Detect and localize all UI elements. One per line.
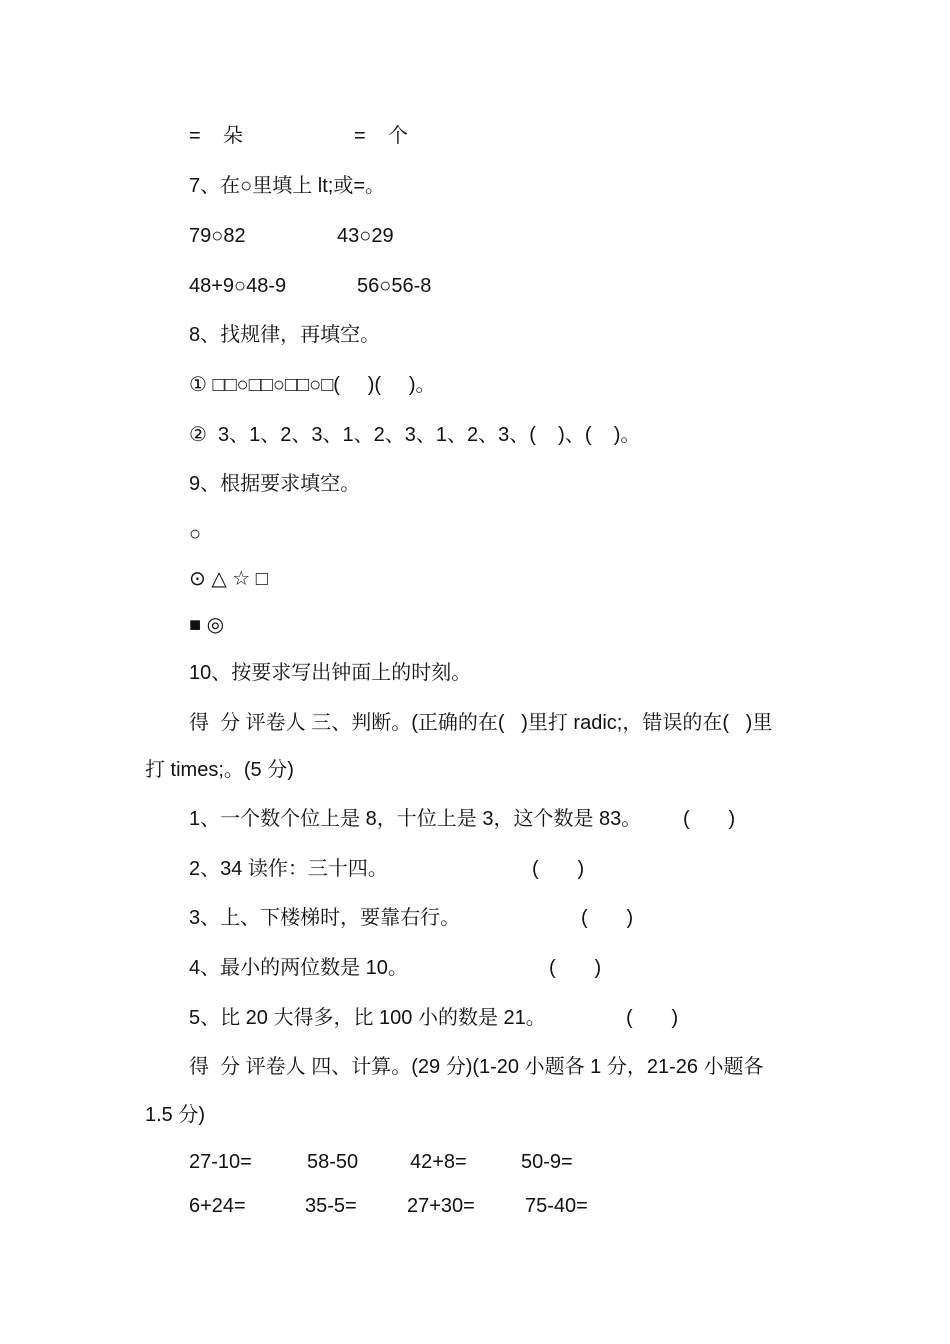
text-segment: ( ) — [532, 858, 585, 880]
text-segment: 4、最小的两位数是 10。 — [189, 957, 408, 979]
text-segment: 42+8= — [410, 1151, 467, 1173]
text-segment: 75-40= — [525, 1195, 588, 1217]
text-segment: 27-10= — [189, 1151, 252, 1173]
text-segment: 48+9○48-9 — [189, 275, 287, 297]
text-segment: 7、在○里填上 lt;或=。 — [189, 175, 385, 197]
text-segment: ( ) — [626, 1007, 679, 1029]
text-segment: 1、一个数个位上是 8，十位上是 3，这个数是 83。 — [189, 808, 642, 830]
text-segment: ② 3、1、2、3、1、2、3、1、2、3、( )、( )。 — [189, 424, 641, 446]
text-segment: 79○82 — [189, 225, 246, 247]
text-segment: 2、34 读作：三十四。 — [189, 858, 388, 880]
text-segment: 3、上、下楼梯时，要靠右行。 — [189, 907, 461, 929]
text-segment: 43○29 — [337, 225, 394, 247]
text-segment: ( ) — [683, 808, 736, 830]
text-segment: 27+30= — [407, 1195, 475, 1217]
text-segment: 56○56-8 — [357, 275, 432, 297]
text-segment: 58-50 — [307, 1151, 359, 1173]
text-segment: ■ ◎ — [189, 614, 225, 636]
text-segment: 8、找规律，再填空。 — [189, 324, 381, 346]
text-segment: 5、比 20 大得多，比 100 小的数是 21。 — [189, 1007, 546, 1029]
text-segment: ( ) — [581, 907, 634, 929]
text-segment: 打 times;。(5 分) — [145, 759, 294, 781]
text-segment: 1.5 分) — [145, 1104, 206, 1126]
text-segment: ⊙ △ ☆ □ — [189, 568, 268, 590]
text-segment: 得 分 评卷人 三、判断。(正确的在( )里打 radic;，错误的在( )里 — [189, 712, 773, 734]
text-segment: = 朵 = 个 — [189, 125, 408, 147]
text-segment: 6+24= — [189, 1195, 246, 1217]
text-segment: 35-5= — [305, 1195, 357, 1217]
text-segment: 9、根据要求填空。 — [189, 473, 361, 495]
text-segment: ○ — [189, 523, 202, 545]
text-segment: 10、按要求写出钟面上的时刻。 — [189, 662, 472, 684]
text-segment: ① □□○□□○□□○□( )( )。 — [189, 374, 436, 396]
text-segment: ( ) — [549, 957, 602, 979]
text-segment: 得 分 评卷人 四、计算。(29 分)(1-20 小题各 1 分，21-26 小题各 — [189, 1056, 764, 1078]
text-segment: 50-9= — [521, 1151, 573, 1173]
